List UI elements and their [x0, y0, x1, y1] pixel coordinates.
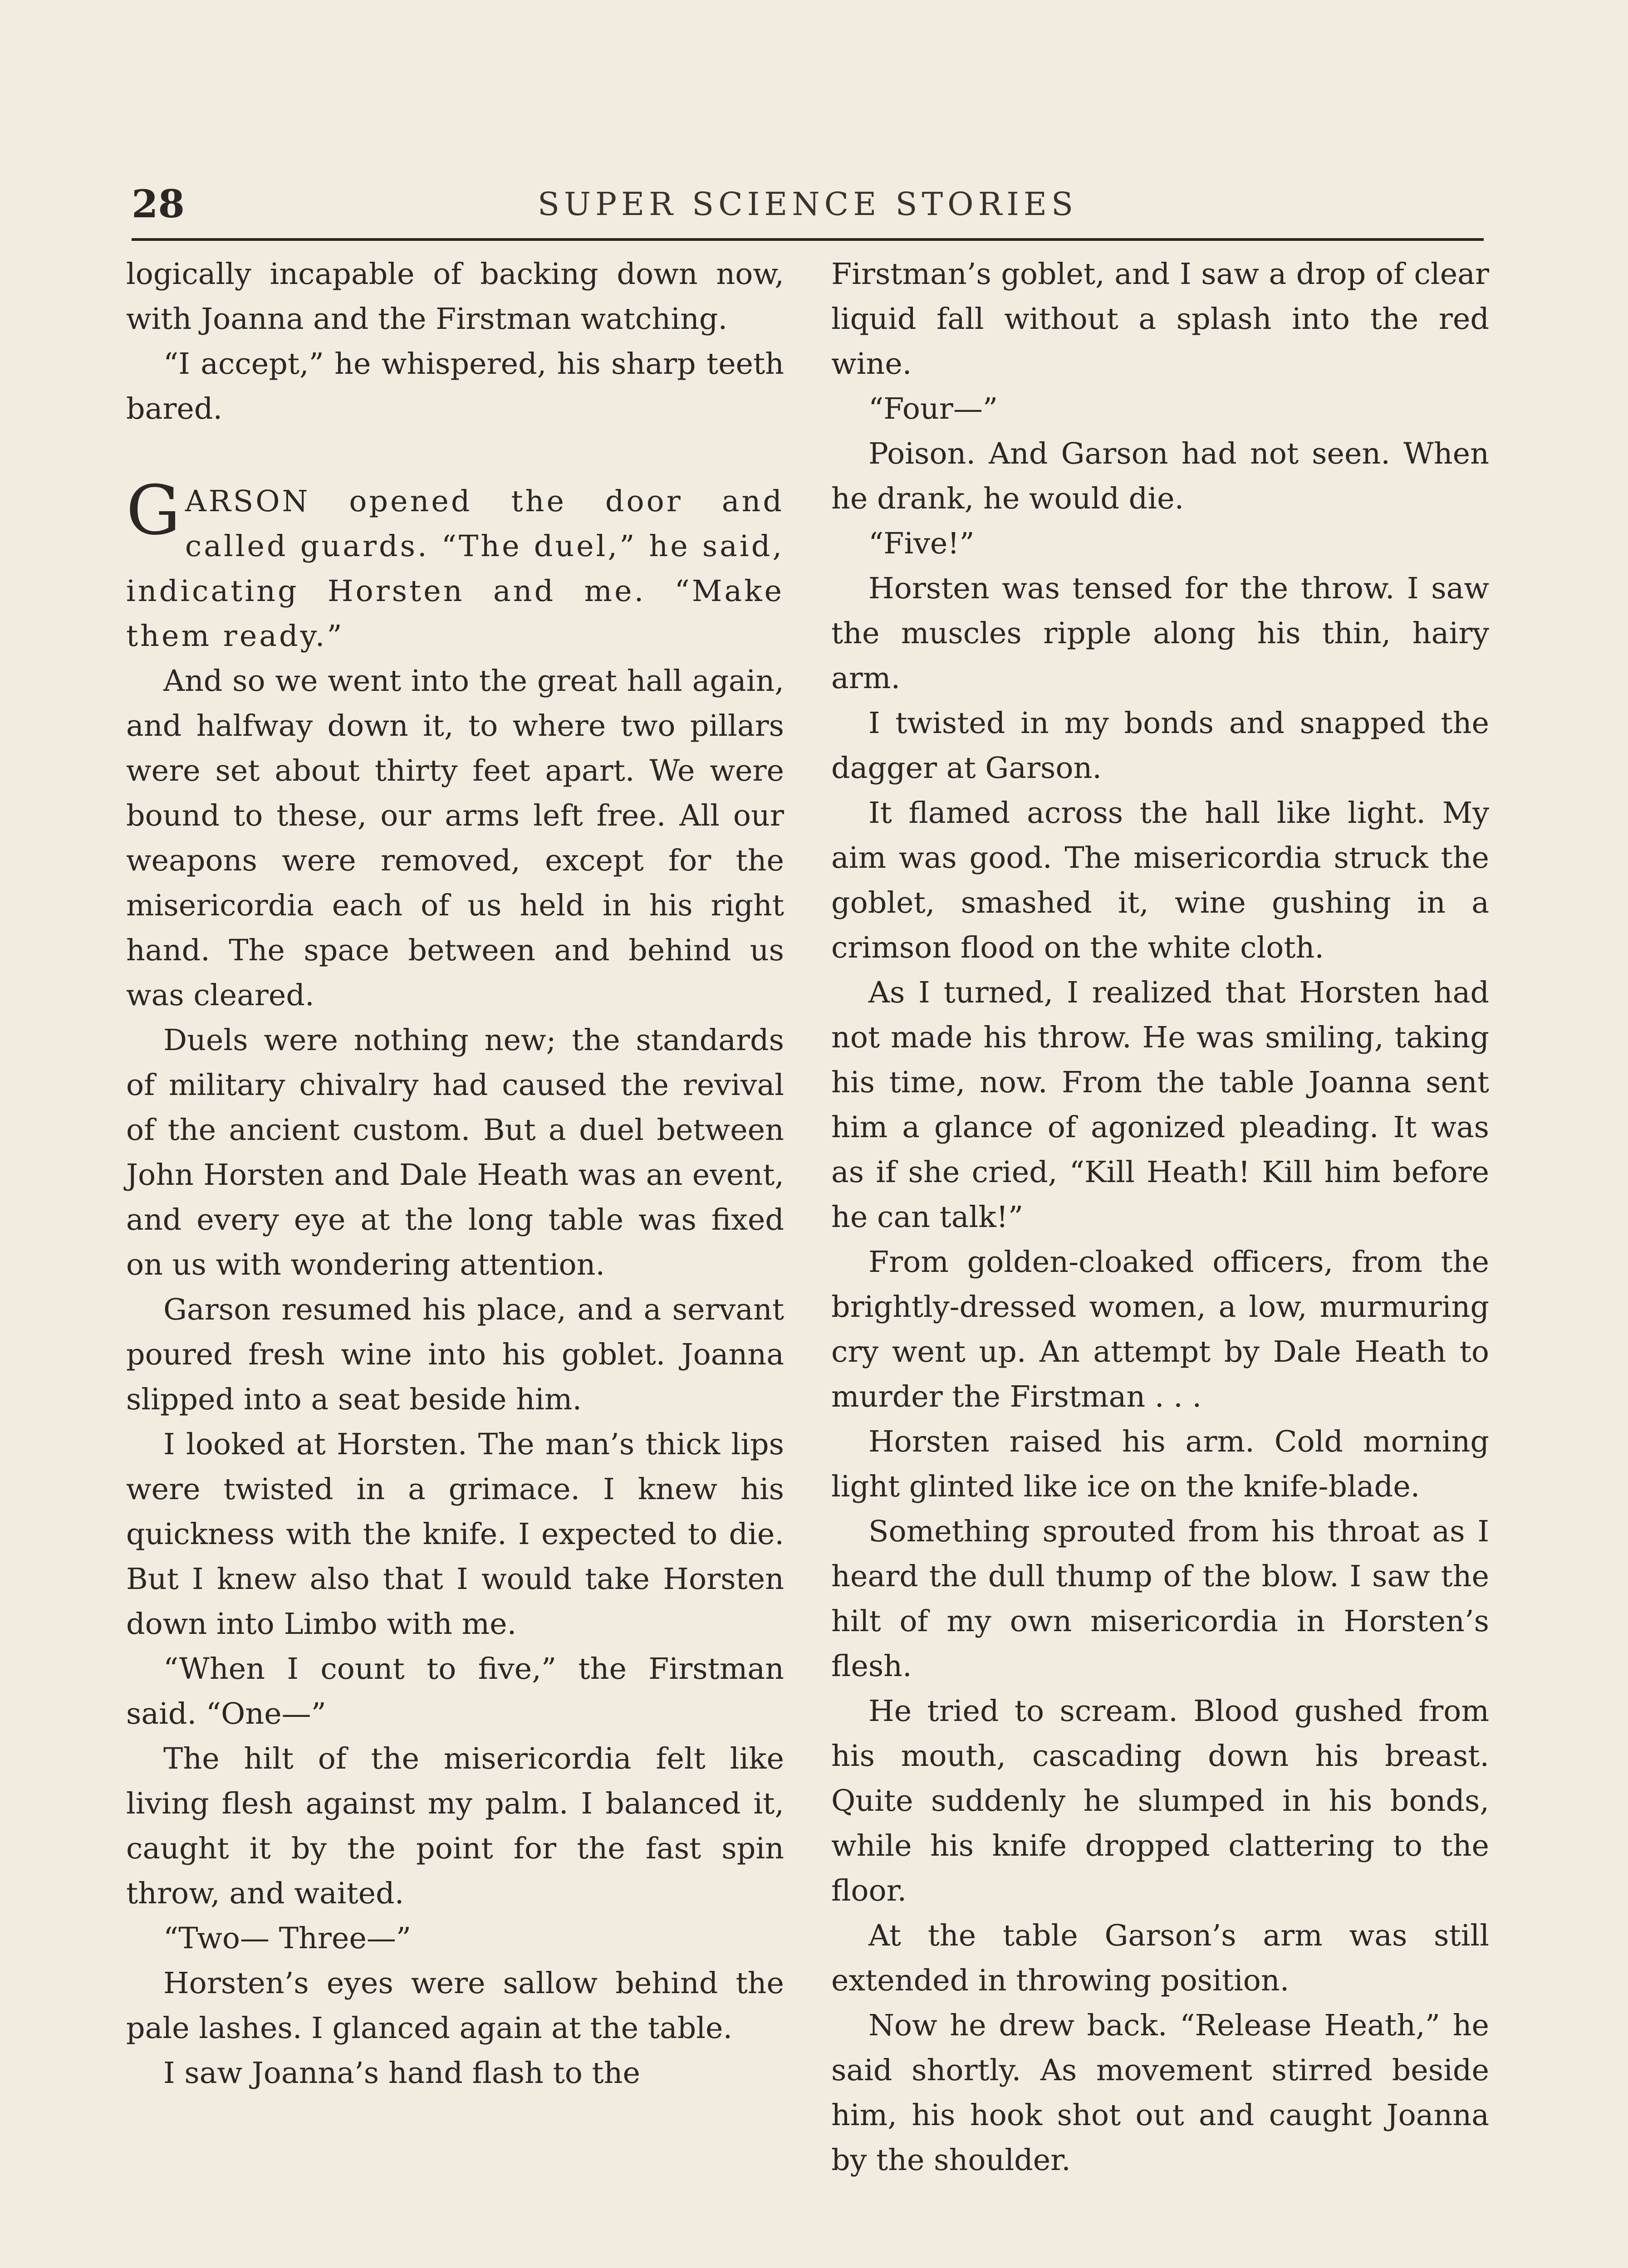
drop-cap: G — [126, 471, 181, 550]
paragraph: Horsten was tensed for the throw. I saw the muscles ripple along his thin, hairy arm. — [831, 572, 1489, 695]
section-opening-paragraph — [126, 471, 784, 659]
paragraph: I twisted in my bonds and snapped the dagger at Garson. — [831, 706, 1489, 785]
right-column — [831, 252, 1489, 2183]
paragraph: logically incapable of backing down now, with Joanna and the Firstman watching. — [126, 257, 784, 336]
left-column — [126, 252, 784, 2096]
paragraph: “Five!” — [868, 527, 975, 561]
page-number: 28 — [132, 181, 185, 226]
paragraph: Garson resumed his place, and a servant poured fresh wine into his goblet. Joanna slipped into a seat beside him. — [126, 1293, 784, 1417]
paragraph: From golden-cloaked officers, from the brightly-dressed women, a low, murmuring cry went up. An attempt by Dale Heath to murder the Firstman . . . — [831, 1245, 1489, 1414]
paragraph: Now he drew back. “Release Heath,” he said shortly. As movement stirred beside him, his hook shot out and caught Joanna by the shoulder. — [831, 2009, 1489, 2177]
paragraph: “I accept,” he whispered, his sharp teeth bared. — [126, 347, 784, 426]
paragraph: And so we went into the great hall again, and halfway down it, to where two pillars were set about thirty feet apart. We were bound to these, our arms left free. All our weapons were removed, except for the misericordia each of us held in his right hand. The space between and behind us was cleared. — [126, 664, 784, 1012]
paragraph: Horsten raised his arm. Cold morning light glinted like ice on the knife-blade. — [831, 1425, 1489, 1504]
paragraph: “Four—” — [868, 392, 998, 426]
paragraph: As I turned, I realized that Horsten had not made his throw. He was smiling, taking his time, now. From the table Joanna sent him a glance of agonized pleading. It was as if she cried, “Kill Heath! Kill him before he can talk!” — [831, 976, 1489, 1234]
paragraph: Horsten’s eyes were sallow behind the pale lashes. I glanced again at the table. — [126, 1966, 784, 2045]
page-header — [132, 179, 1484, 241]
running-title: SUPER SCIENCE STORIES — [538, 186, 1078, 223]
paragraph: Duels were nothing new; the standards of military chivalry had caused the revival of the ancient custom. But a duel between John Horsten and Dale Heath was an event, and every eye at the long table was fixed on us with wondering attention. — [126, 1023, 784, 1282]
paragraph: Poison. And Garson had not seen. When he drank, he would die. — [831, 437, 1489, 516]
paragraph: He tried to scream. Blood gushed from his mouth, cascading down his breast. Quite suddenly he slumped in his bonds, while his knife dropped clattering to the floor. — [831, 1694, 1489, 1908]
paragraph: At the table Garson’s arm was still extended in throwing position. — [831, 1919, 1489, 1998]
paragraph: It flamed across the hall like light. My aim was good. The misericordia struck the goblet, smashed it, wine gushing in a crimson flood on the white cloth. — [831, 796, 1489, 965]
paragraph: I looked at Horsten. The man’s thick lips were twisted in a grimace. I knew his quickness with the knife. I expected to die. But I knew also that I would take Horsten down into Limbo with me. — [126, 1427, 784, 1641]
paragraph: Firstman’s goblet, and I saw a drop of clear liquid fall without a splash into the red wine. — [831, 257, 1489, 381]
paragraph: The hilt of the misericordia felt like living flesh against my palm. I balanced it, caught it by the point for the fast spin throw, and waited. — [126, 1742, 784, 1911]
paragraph: I saw Joanna’s hand flash to the — [163, 2056, 640, 2090]
paragraph: Something sprouted from his throat as I heard the dull thump of the blow. I saw the hilt of my own misericordia in Horsten’s flesh. — [831, 1515, 1489, 1683]
paragraph: “Two— Three—” — [163, 1921, 412, 1955]
paragraph: “When I count to five,” the Firstman said. “One—” — [126, 1652, 784, 1731]
paragraph-text: ARSON opened the door and called guards. “The duel,” he said, indicating Horsten and me. “Make them ready.” — [126, 484, 784, 653]
